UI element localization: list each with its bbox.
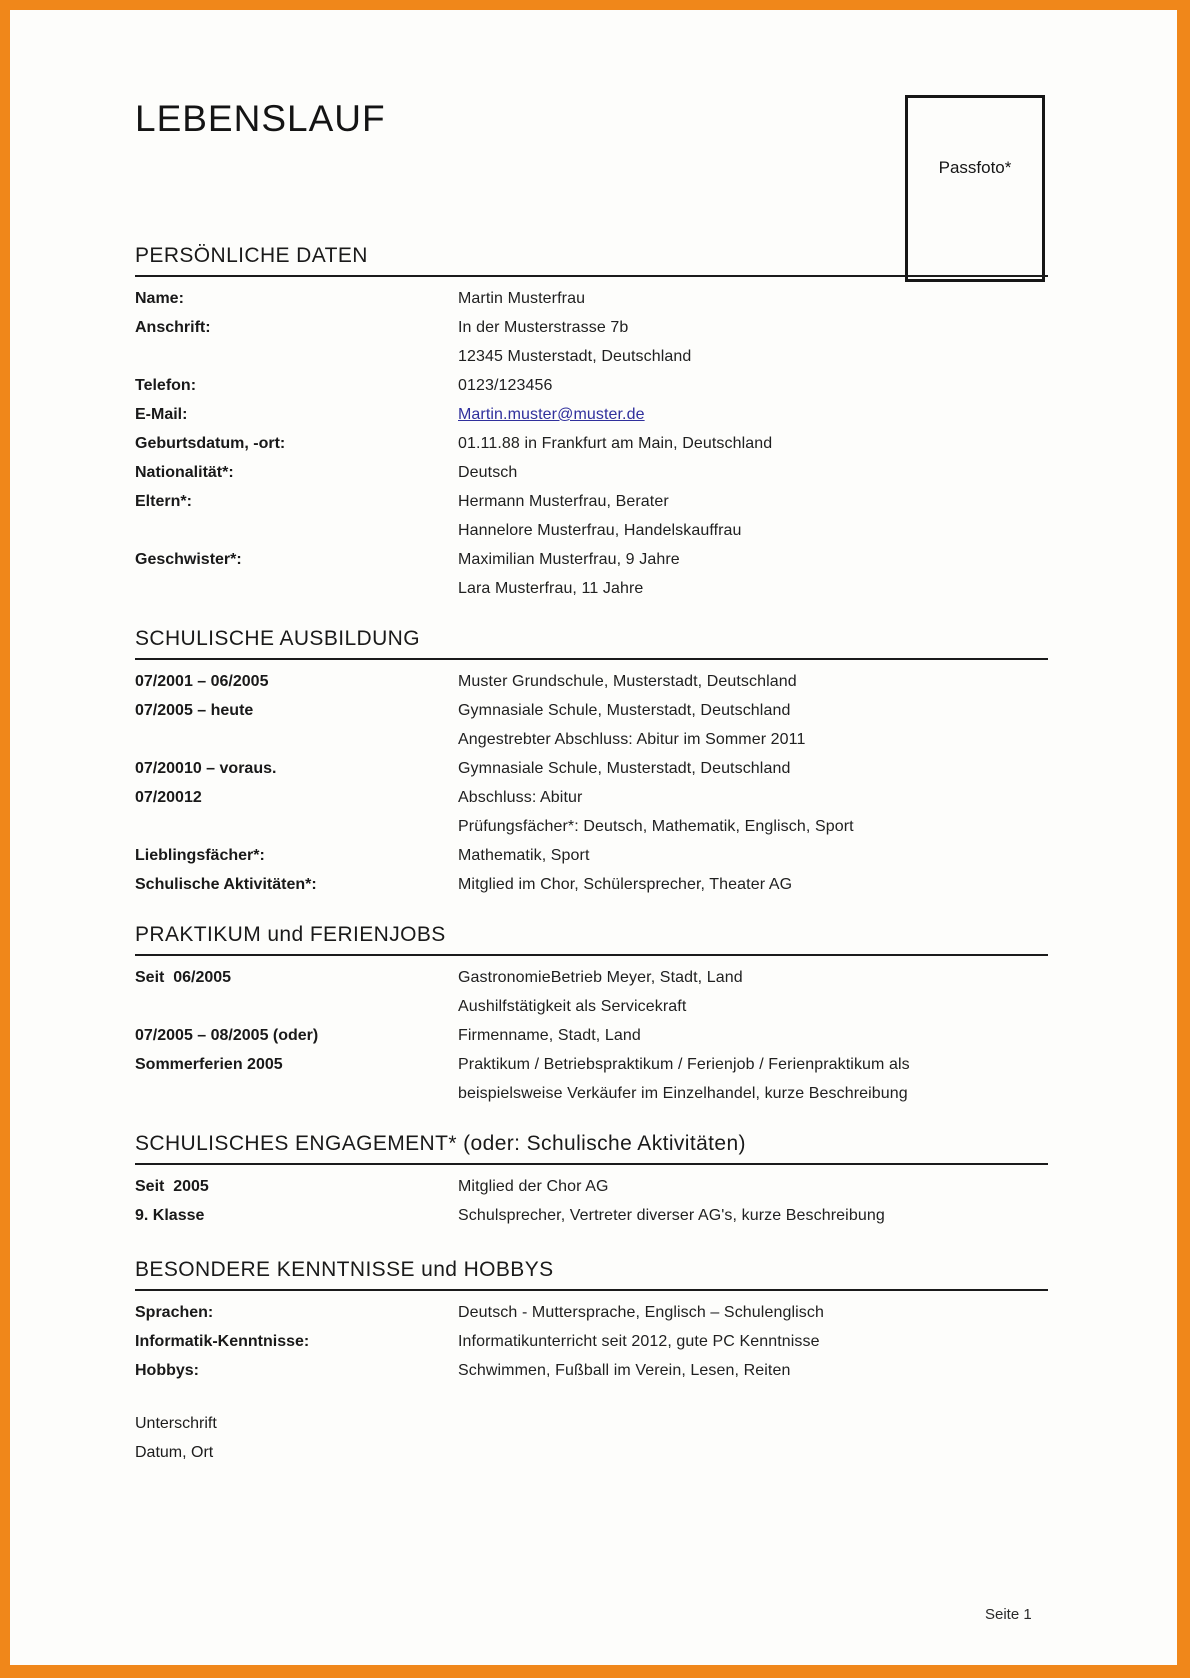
row-label: Geschwister*: (135, 551, 242, 568)
education-rows (135, 667, 1048, 899)
row-value: Schulsprecher, Vertreter diverser AG's, kurze Beschreibung (458, 1207, 885, 1224)
email-link[interactable]: Martin.muster@muster.de (458, 406, 645, 423)
row-label: 07/2001 – 06/2005 (135, 673, 269, 690)
row-email (135, 400, 1048, 429)
row-label: Geburtsdatum, -ort: (135, 435, 286, 452)
page-number: Seite 1 (985, 1606, 1032, 1623)
row-name (135, 284, 1048, 313)
signature-block (135, 1409, 1048, 1467)
date-place-label: Datum, Ort (135, 1444, 214, 1461)
row-label: Informatik-Kenntnisse: (135, 1333, 310, 1350)
row-label: Eltern*: (135, 493, 192, 510)
row-value: Angestrebter Abschluss: Abitur im Sommer 2011 (458, 731, 806, 748)
row-eltern (135, 487, 1048, 516)
row-label: 07/2005 – heute (135, 702, 254, 719)
section-praktikum (135, 923, 1048, 1108)
row-abschluss-ziel (135, 725, 1048, 754)
passfoto-label: Passfoto* (938, 158, 1012, 177)
row-label: Hobbys: (135, 1362, 199, 1379)
row-chor-ag (135, 1172, 1048, 1201)
row-value: Mitglied im Chor, Schülersprecher, Theater AG (458, 876, 793, 893)
row-schulische-aktivitaeten (135, 870, 1048, 899)
row-value (458, 400, 1048, 429)
row-value: Martin Musterfrau (458, 290, 586, 307)
row-telefon (135, 371, 1048, 400)
row-sprachen (135, 1298, 1048, 1327)
row-value: 01.11.88 in Frankfurt am Main, Deutschland (458, 435, 773, 452)
row-value: 0123/123456 (458, 377, 553, 394)
row-label: 9. Klasse (135, 1207, 205, 1224)
skills-rows (135, 1298, 1048, 1385)
row-value: 12345 Musterstadt, Deutschland (458, 348, 692, 365)
row-abitur (135, 783, 1048, 812)
row-label (135, 516, 458, 545)
row-lieblingsfaecher (135, 841, 1048, 870)
row-geschwister (135, 545, 1048, 574)
section-personal-data (135, 244, 1048, 603)
section-kenntnisse-hobbys (135, 1258, 1048, 1385)
row-value: Mitglied der Chor AG (458, 1178, 609, 1195)
row-value: Gymnasiale Schule, Musterstadt, Deutschland (458, 702, 791, 719)
row-aushilfe (135, 992, 1048, 1021)
row-beschreibung (135, 1079, 1048, 1108)
section-engagement (135, 1132, 1048, 1230)
row-label: Schulische Aktivitäten*: (135, 876, 317, 893)
row-geburtsdatum (135, 429, 1048, 458)
section-title-education: SCHULISCHE AUSBILDUNG (135, 627, 1048, 660)
row-sommerferien (135, 1050, 1048, 1079)
row-label (135, 342, 458, 371)
row-value: Schwimmen, Fußball im Verein, Lesen, Reiten (458, 1362, 791, 1379)
row-value: Muster Grundschule, Musterstadt, Deutschland (458, 673, 797, 690)
row-value: GastronomieBetrieb Meyer, Stadt, Land (458, 969, 743, 986)
row-gastronomie (135, 963, 1048, 992)
personal-rows (135, 284, 1048, 603)
row-informatik (135, 1327, 1048, 1356)
row-value: Maximilian Musterfrau, 9 Jahre (458, 551, 680, 568)
section-title-engagement: SCHULISCHES ENGAGEMENT* (oder: Schulische Aktivitäten) (135, 1132, 1048, 1165)
row-value: Firmenname, Stadt, Land (458, 1027, 641, 1044)
row-value: Hermann Musterfrau, Berater (458, 493, 669, 510)
row-label (135, 574, 458, 603)
row-label: Anschrift: (135, 319, 211, 336)
row-label: 07/2005 – 08/2005 (oder) (135, 1027, 319, 1044)
row-grundschule (135, 667, 1048, 696)
row-gymnasium (135, 696, 1048, 725)
row-schulsprecher (135, 1201, 1048, 1230)
row-label: Telefon: (135, 377, 197, 394)
row-pruefungsfaecher (135, 812, 1048, 841)
row-value: Mathematik, Sport (458, 847, 590, 864)
row-value: Gymnasiale Schule, Musterstadt, Deutschland (458, 760, 791, 777)
row-value: Deutsch - Muttersprache, Englisch – Schulenglisch (458, 1304, 824, 1321)
row-label: Sommerferien 2005 (135, 1056, 283, 1073)
row-value: beispielsweise Verkäufer im Einzelhandel, kurze Beschreibung (458, 1085, 908, 1102)
row-label: 07/20012 (135, 789, 202, 806)
row-anschrift-line2 (135, 342, 1048, 371)
row-nationalitaet (135, 458, 1048, 487)
row-oberstufe (135, 754, 1048, 783)
row-value: Informatikunterricht seit 2012, gute PC Kenntnisse (458, 1333, 820, 1350)
row-firmenname (135, 1021, 1048, 1050)
document-content (135, 10, 1048, 1467)
section-education (135, 627, 1048, 899)
row-anschrift (135, 313, 1048, 342)
row-value: Prüfungsfächer*: Deutsch, Mathematik, Englisch, Sport (458, 818, 854, 835)
row-label: Lieblingsfächer*: (135, 847, 265, 864)
row-label: Name: (135, 290, 184, 307)
row-hobbys (135, 1356, 1048, 1385)
row-label: E-Mail: (135, 406, 188, 423)
row-geschwister-line2 (135, 574, 1048, 603)
row-label: Sprachen: (135, 1304, 214, 1321)
row-value: Deutsch (458, 464, 518, 481)
row-value: Praktikum / Betriebspraktikum / Ferienjob / Ferienpraktikum als (458, 1056, 910, 1073)
document-title: LEBENSLAUF (135, 98, 386, 139)
engagement-rows (135, 1172, 1048, 1230)
signature-label: Unterschrift (135, 1415, 217, 1432)
row-label: Seit 2005 (135, 1178, 209, 1195)
row-label (135, 992, 458, 1021)
row-value: Abschluss: Abitur (458, 789, 583, 806)
row-value: Aushilfstätigkeit als Servicekraft (458, 998, 687, 1015)
row-label (135, 812, 458, 841)
row-label: Seit 06/2005 (135, 969, 232, 986)
section-title-praktikum: PRAKTIKUM und FERIENJOBS (135, 923, 1048, 956)
row-value: Hannelore Musterfrau, Handelskauffrau (458, 522, 742, 539)
row-label: 07/20010 – voraus. (135, 760, 277, 777)
row-eltern-line2 (135, 516, 1048, 545)
section-title-kenntnisse: BESONDERE KENNTNISSE und HOBBYS (135, 1258, 1048, 1291)
section-title-personal: PERSÖNLICHE DATEN (135, 244, 1048, 277)
praktikum-rows (135, 963, 1048, 1108)
document-page (10, 10, 1177, 1665)
row-value: In der Musterstrasse 7b (458, 319, 629, 336)
row-label (135, 725, 458, 754)
row-label: Nationalität*: (135, 464, 234, 481)
row-label (135, 1079, 458, 1108)
row-value: Lara Musterfrau, 11 Jahre (458, 580, 644, 597)
